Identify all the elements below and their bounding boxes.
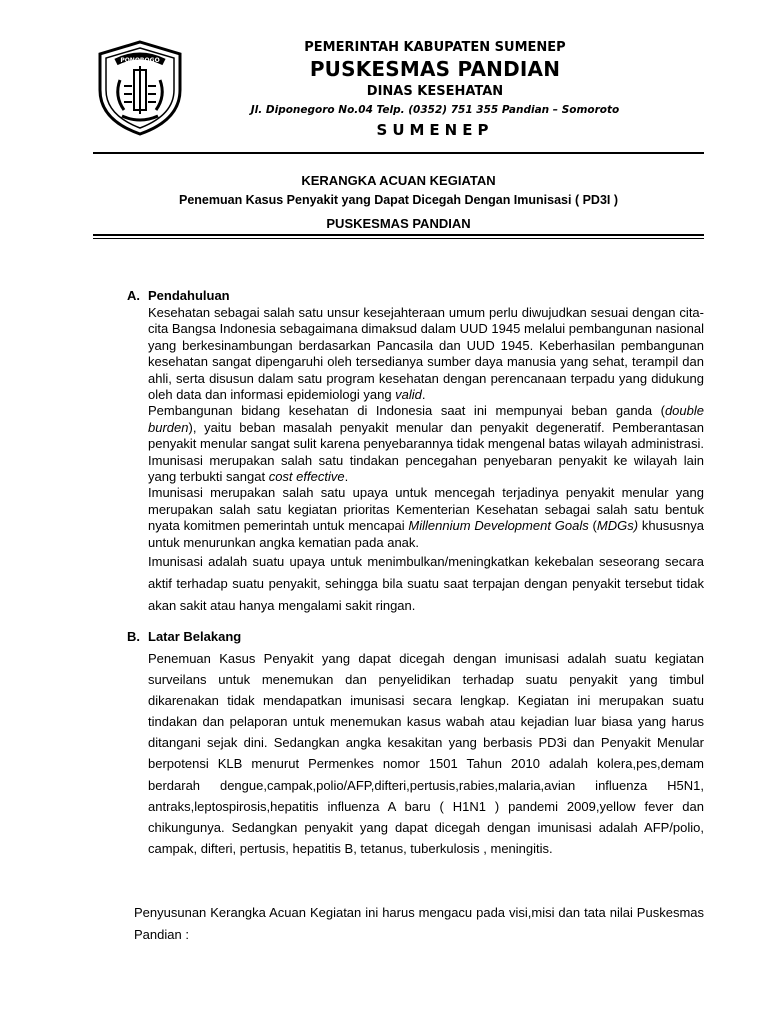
letterhead-city: SUMENEP — [376, 121, 494, 139]
section-b-paragraph: Penemuan Kasus Penyakit yang dapat dicegah dengan imunisasi adalah suatu kegiatan surveilans untuk menemukan dan penyelidikan terhadap suatu penyakit yang timbul dikarenakan tidak mendapatkan imunisasi secara lengkap. Kegiatan ini merupakan suatu tindakan dan pelaporan untuk menemukan kasus wabah atau kejadian luar biasa yang harus ditangani sejak dini. Sedangkan angka kesakitan yang berbasis PD3i dan Penyakit Menular berpotensi KLB menurut Permenkes nomor 1501 Tahun 2010 adalah kolera,pes,demam berdarah dengue,campak,polio/AFP,difteri,pertusis,rabies,malaria,avian influenza H5N1, antraks,leptospirosis,hepatitis influenza A baru ( H1N1 ) pandemi 2009,yellow fever dan chikungunya. Sedangkan penyakit yang dapat dicegah dengan imunisasi adalah AFP/polio, campak, difteri, pertusis, hepatitis B, tetanus, tuberkulosis , meningitis. — [148, 651, 704, 856]
section-b-letter: B. — [127, 629, 140, 644]
section-a-paragraph-1: Kesehatan sebagai salah satu unsur kesejahteraan umum perlu diwujudkan sesuai dengan cita-cita Bangsa Indonesia sebagaimana dimaksud dalam UUD 1945 melalui pembangunan nasional yang berkesinambungan berdasarkan Pancasila dan UUD 1945. Keberhasilan pembangunan kesehatan sangat dipengaruhi oleh tersedianya sumber daya manusia yang sehat, terampil dan ahli, serta disusun dalam satu program kesehatan dengan perencanaan terpadu yang didukung oleh data dan informasi epidemiologi yang valid. — [148, 305, 704, 403]
letterhead-address: Jl. Diponegoro No.04 Telp. (0352) 751 355 Pandian – Somoroto — [250, 104, 620, 116]
title-divider-thin — [93, 238, 704, 239]
section-b-title: Latar Belakang — [148, 629, 242, 644]
section-a-paragraph-4: Imunisasi adalah suatu upaya untuk menimbulkan/meningkatkan kekebalan seseorang secara aktif terhadap suatu penyakit, sehingga bila suatu saat terpajan dengan penyakit tersebut tidak akan sakit atau hanya mengalami sakit ringan. — [148, 554, 704, 614]
title-divider-thick — [93, 234, 704, 236]
closing-paragraph: Penyusunan Kerangka Acuan Kegiatan ini harus mengacu pada visi,misi dan tata nilai Puskesmas Pandian : — [134, 905, 704, 942]
section-a-paragraph-3: Imunisasi merupakan salah satu upaya untuk mencegah terjadinya penyakit menular yang merupakan salah satu kegiatan prioritas Kementerian Kesehatan sebagai salah satu bentuk nyata komitmen pemerintah untuk mencapai Millennium Development Goals (MDGs) khususnya untuk menurunkan angka kematian pada anak. — [148, 485, 704, 550]
section-a-heading — [127, 288, 230, 303]
document-title: KERANGKA ACUAN KEGIATAN — [301, 173, 496, 188]
section-a-paragraph-2: Pembangunan bidang kesehatan di Indonesia saat ini mempunyai beban ganda (double burden), yaitu beban masalah penyakit menular dan penyakit degeneratif. Pemberantasan penyakit menular sangat sulit karena penyebarannya tidak mengenal batas wilayah administrasi. Imunisasi merupakan salah satu tindakan pencegahan penyebaran penyakit ke wilayah lain yang terbukti sangat cost effective. — [148, 403, 704, 485]
section-a-title: Pendahuluan — [148, 288, 230, 303]
section-a-body — [148, 305, 704, 617]
header-divider — [93, 152, 704, 154]
document-organization: PUSKESMAS PANDIAN — [326, 216, 471, 231]
letterhead — [200, 38, 670, 139]
letterhead-institution: PUSKESMAS PANDIAN — [309, 57, 561, 81]
letterhead-government: PEMERINTAH KABUPATEN SUMENEP — [304, 40, 566, 55]
letterhead-department: DINAS KESEHATAN — [366, 84, 504, 99]
document-subtitle: Penemuan Kasus Penyakit yang Dapat Dicegah Dengan Imunisasi ( PD3I ) — [178, 193, 619, 207]
regency-logo — [94, 40, 186, 136]
svg-text:PONOROGO: PONOROGO — [120, 57, 160, 64]
section-b-heading — [127, 629, 241, 644]
section-a-letter: A. — [127, 288, 140, 303]
